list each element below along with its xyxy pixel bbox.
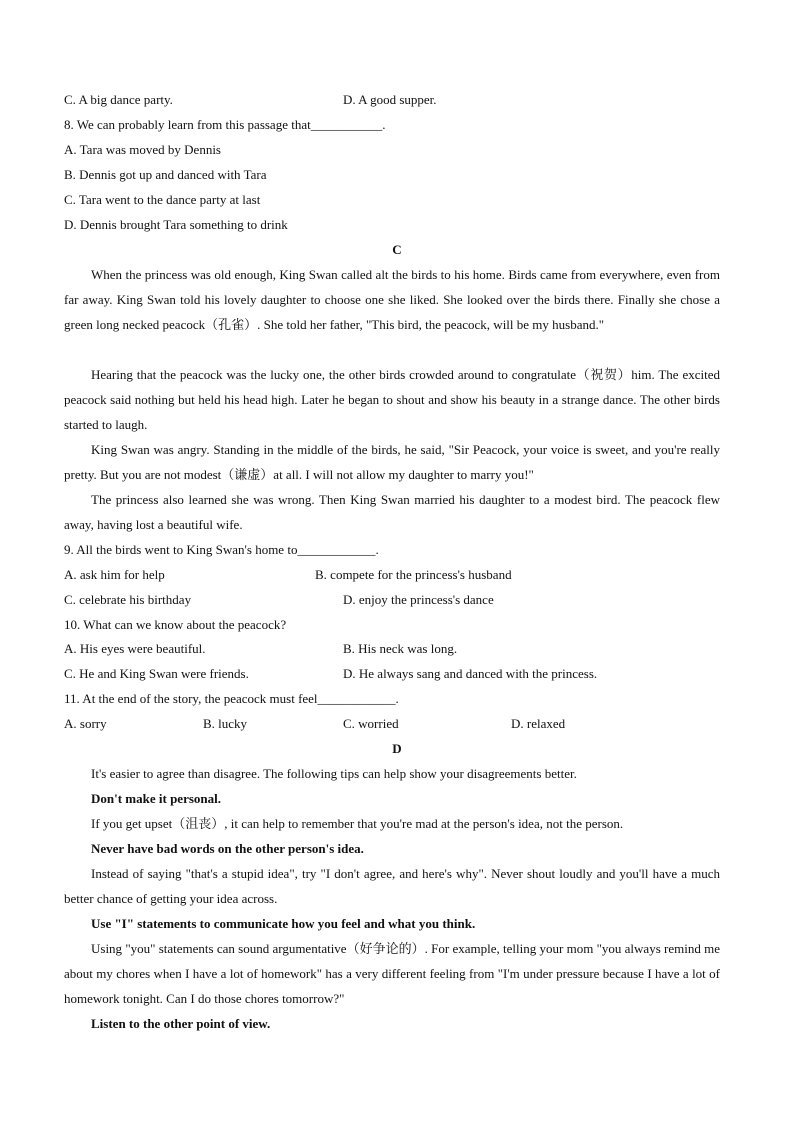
tip-1-text: If you get upset（沮丧）, it can help to remember that you're mad at the person's idea, not the person. xyxy=(91,816,624,831)
q11-option-d: D. relaxed xyxy=(511,716,566,731)
q8-stem: 8. We can probably learn from this passage that___________. xyxy=(64,117,386,132)
q9-stem: 9. All the birds went to King Swan's home to____________. xyxy=(64,542,379,557)
q10-option-b: B. His neck was long. xyxy=(343,641,458,656)
section-c-paragraph-3: King Swan was angry. Standing in the middle of the birds, he said, "Sir Peacock, your voice is sweet, and you're really pretty. But you are not modest（谦虚）at all. I will not allow my daughter to marry you!" xyxy=(64,442,720,482)
q11-stem: 11. At the end of the story, the peacock must feel____________. xyxy=(64,691,399,706)
q11-option-c: C. worried xyxy=(343,716,399,731)
section-c-heading: C xyxy=(392,242,402,257)
q10-option-a: A. His eyes were beautiful. xyxy=(64,641,206,656)
section-d-heading: D xyxy=(392,741,402,756)
q8-option-c: C. Tara went to the dance party at last xyxy=(64,192,261,207)
q9-option-a: A. ask him for help xyxy=(64,567,165,582)
tip-3-heading: Use "I" statements to communicate how you feel and what you think. xyxy=(91,916,476,931)
tip-4-heading: Listen to the other point of view. xyxy=(91,1016,271,1031)
section-d-intro: It's easier to agree than disagree. The following tips can help show your disagreements better. xyxy=(91,766,577,781)
section-c-paragraph-2: Hearing that the peacock was the lucky one, the other birds crowded around to congratulate（祝贺）him. The excited peacock said nothing but held his head high. Later he began to shout and show his beauty in a strange dance. The other birds started to laugh. xyxy=(64,367,720,432)
q11-option-b: B. lucky xyxy=(203,716,248,731)
tip-1-heading: Don't make it personal. xyxy=(91,791,221,806)
q7-option-d: D. A good supper. xyxy=(343,92,437,107)
q8-option-a: A. Tara was moved by Dennis xyxy=(64,142,221,157)
q9-option-d: D. enjoy the princess's dance xyxy=(343,592,494,607)
q10-option-c: C. He and King Swan were friends. xyxy=(64,666,249,681)
q7-option-c: C. A big dance party. xyxy=(64,92,173,107)
q11-option-a: A. sorry xyxy=(64,716,107,731)
q8-option-b: B. Dennis got up and danced with Tara xyxy=(64,167,267,182)
section-c-paragraph-1: When the princess was old enough, King Swan called alt the birds to his home. Birds came from everywhere, even from far away. King Swan told his lovely daughter to choose one she liked. She looked over the birds there. Finally she chose a green long necked peacock（孔雀）. She told her father, "This bird, the peacock, will be my husband." xyxy=(64,267,720,332)
tip-3-text: Using "you" statements can sound argumentative（好争论的）. For example, telling your mom "you always remind me about my chores when I have a lot of homework" has a very different feeling from "I'm under pressure because I have a lot of homework tonight. Can I do those chores tomorrow?" xyxy=(64,941,720,1006)
tip-2-heading: Never have bad words on the other person's idea. xyxy=(91,841,364,856)
q10-option-d: D. He always sang and danced with the princess. xyxy=(343,666,598,681)
tip-2-text: Instead of saying "that's a stupid idea", try "I don't agree, and here's why". Never shout loudly and you'll have a much better chance of getting your idea across. xyxy=(64,866,720,906)
q9-option-b: B. compete for the princess's husband xyxy=(315,567,512,582)
q10-stem: 10. What can we know about the peacock? xyxy=(64,617,287,632)
q8-option-d: D. Dennis brought Tara something to drink xyxy=(64,217,288,232)
q9-option-c: C. celebrate his birthday xyxy=(64,592,192,607)
section-c-paragraph-4: The princess also learned she was wrong. Then King Swan married his daughter to a modest bird. The peacock flew away, having lost a beautiful wife. xyxy=(64,492,720,532)
